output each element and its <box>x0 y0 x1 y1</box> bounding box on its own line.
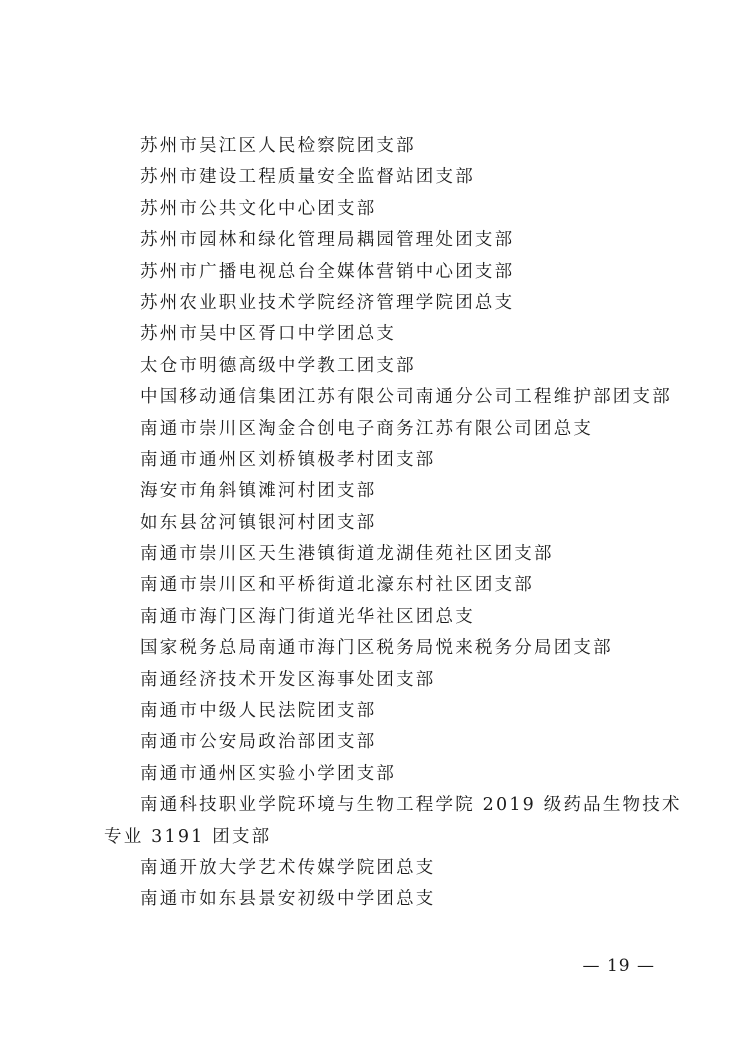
list-item: 南通市崇川区天生港镇街道龙湖佳苑社区团支部 <box>140 544 554 565</box>
list-item: 如东县岔河镇银河村团支部 <box>140 512 377 533</box>
list-item: 苏州市建设工程质量安全监督站团支部 <box>140 167 475 188</box>
list-item: 南通开放大学艺术传媒学院团总支 <box>140 858 436 879</box>
list-item: 中国移动通信集团江苏有限公司南通分公司工程维护部团支部 <box>140 387 672 408</box>
list-item: 南通市中级人民法院团支部 <box>140 701 377 722</box>
list-item: 苏州市广播电视总台全媒体营销中心团支部 <box>140 261 515 282</box>
list-item: 苏州农业职业技术学院经济管理学院团总支 <box>140 292 515 313</box>
wrapped-item-line-2: 专业 3191 团支部 <box>104 826 272 847</box>
page-number: — 19 — <box>582 956 655 976</box>
list-item: 南通市海门区海门街道光华社区团总支 <box>140 606 475 627</box>
list-item: 苏州市吴中区胥口中学团总支 <box>140 324 397 345</box>
list-item: 南通市崇川区淘金合创电子商务江苏有限公司团总支 <box>140 418 594 439</box>
list-item: 南通市通州区刘桥镇极孝村团支部 <box>140 449 436 470</box>
organization-list <box>104 131 682 916</box>
list-item: 国家税务总局南通市海门区税务局悦来税务分局团支部 <box>140 638 613 659</box>
list-item: 南通市如东县景安初级中学团总支 <box>140 889 436 910</box>
list-item: 太仓市明德高级中学教工团支部 <box>140 355 416 376</box>
list-item: 南通经济技术开发区海事处团支部 <box>140 669 436 690</box>
list-item: 南通市崇川区和平桥街道北濠东村社区团支部 <box>140 575 534 596</box>
list-item: 南通市公安局政治部团支部 <box>140 732 377 753</box>
list-item: 海安市角斜镇滩河村团支部 <box>140 481 377 502</box>
list-item-wrapped <box>104 790 682 853</box>
list-item: 苏州市园林和绿化管理局耦园管理处团支部 <box>140 230 515 251</box>
wrapped-item-line-1: 南通科技职业学院环境与生物工程学院 2019 级药品生物技术 <box>140 795 682 816</box>
list-item: 苏州市公共文化中心团支部 <box>140 198 377 219</box>
list-item: 南通市通州区实验小学团支部 <box>140 763 397 784</box>
list-item: 苏州市吴江区人民检察院团支部 <box>140 136 416 156</box>
